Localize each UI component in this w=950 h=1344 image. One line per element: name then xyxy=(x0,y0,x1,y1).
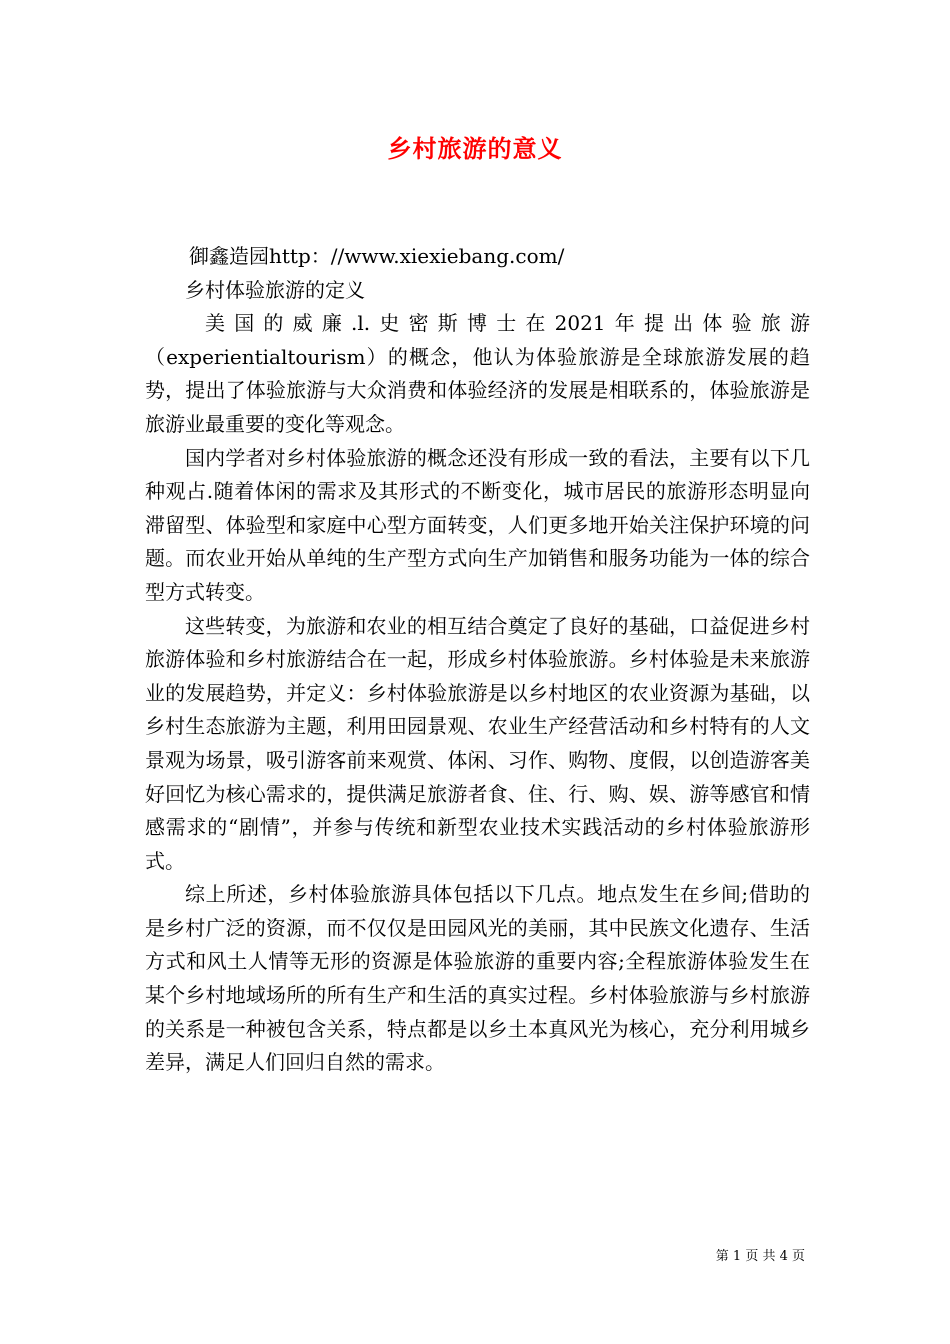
site-line: 御鑫造园http：//www.xiexiebang.com/ xyxy=(189,244,565,268)
paragraph-heading: 乡村体验旅游的定义 xyxy=(185,277,365,302)
paragraph-3: 这些转变，为旅游和农业的相互结合奠定了良好的基础，口益促进乡村旅游体验和乡村旅游结合在一起，形成乡村体验旅游。乡村体验是未来旅游业的发展趋势，并定义：乡村体验旅游是以乡村地区的农业资源为基础，以乡村生态旅游为主题，利用田园景观、农业生产经营活动和乡村特有的人文景观为场景，吸引游客前来观赏、体闲、习作、购物、度假，以创造游客美好回忆为核心需求的，提供满足旅游者食、住、行、购、娱、游等感官和情感需求的“剧情”，并参与传统和新型农业技术实践活动的乡村体验旅游形式。 xyxy=(145,613,810,873)
paragraph-1: 美国的威廉.l.史密斯博士在2021年提出体验旅游（experientialtourism）的概念，他认为体验旅游是全球旅游发展的趋势，提出了体验旅游与大众消费和体验经济的发展是相联系的，体验旅游是旅游业最重要的变化等观念。 xyxy=(145,311,810,436)
document-title: 乡村旅游的意义 xyxy=(387,134,563,163)
page-footer: 第 1 页 共 4 页 xyxy=(715,1249,805,1264)
paragraph-4: 综上所述，乡村体验旅游具体包括以下几点。地点发生在乡间;借助的是乡村广泛的资源，而不仅仅是田园风光的美丽，其中民族文化遗存、生活方式和风土人情等无形的资源是体验旅游的重要内容;全程旅游体验发生在某个乡村地域场所的所有生产和生活的真实过程。乡村体验旅游与乡村旅游的关系是一种被包含关系，特点都是以乡土本真风光为核心，充分利用城乡差异，满足人们回归自然的需求。 xyxy=(145,882,810,1075)
paragraph-2: 国内学者对乡村体验旅游的概念还没有形成一致的看法，主要有以下几种观占.随着体闲的需求及其形式的不断变化，城市居民的旅游形态明显向滞留型、体验型和家庭中心型方面转变，人们更多地开始关注保护环境的问题。而农业开始从单纯的生产型方式向生产加销售和服务功能为一体的综合型方式转变。 xyxy=(145,445,810,604)
document-body xyxy=(145,240,810,1080)
